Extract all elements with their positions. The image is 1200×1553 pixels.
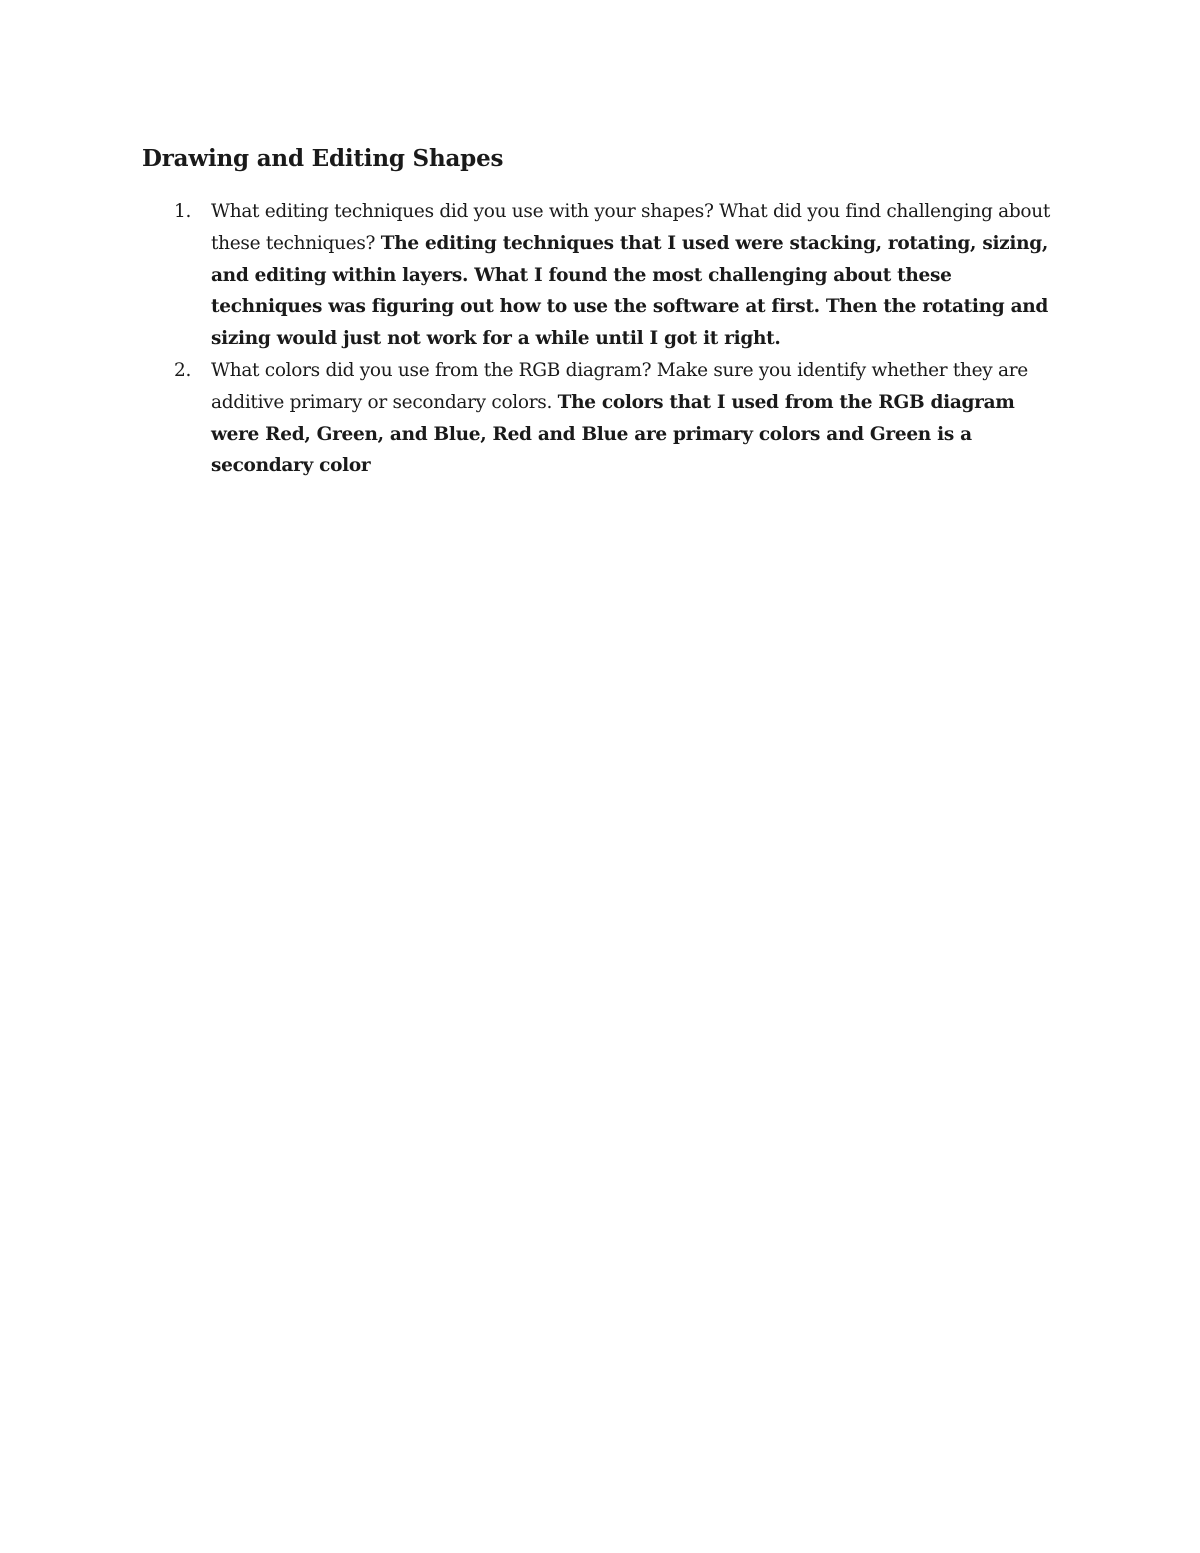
question-text: What colors did you use from the RGB diagram? Make sure you identify whether they are additive primary or secondary colors. xyxy=(211,359,1028,413)
question-list xyxy=(142,196,1062,482)
question-number: 2. xyxy=(174,359,192,381)
question-item-1 xyxy=(142,196,1062,355)
question-item-2 xyxy=(142,355,1062,482)
answer-text: The editing techniques that I used were stacking, rotating, sizing, and editing within layers. What I found the most challenging about these techniques was figuring out how to use the software at first. Then the rotating and sizing would just not work for a while until I got it right. xyxy=(211,232,1049,350)
question-text: What editing techniques did you use with your shapes? What did you find challenging about these techniques? xyxy=(211,201,1050,254)
document-body xyxy=(142,140,1062,482)
answer-text: The colors that I used from the RGB diagram were Red, Green, and Blue, Red and Blue are primary colors and Green is a secondary color xyxy=(211,391,1015,477)
document-title: Drawing and Editing Shapes xyxy=(142,145,504,172)
question-number: 1. xyxy=(174,201,192,222)
